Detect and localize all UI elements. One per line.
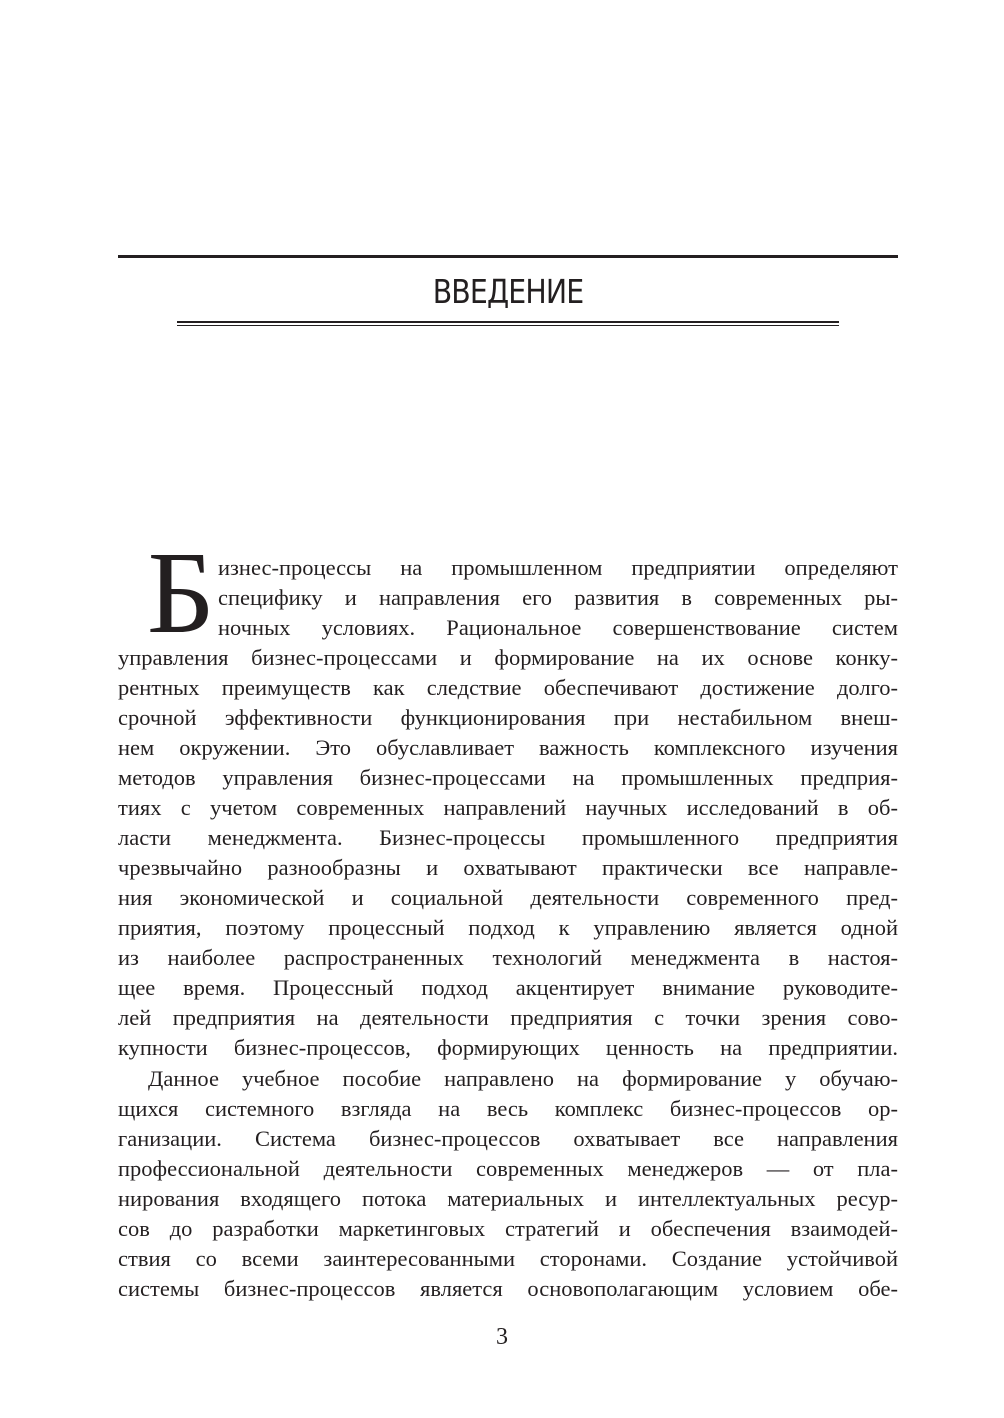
text-line: системы бизнес-процессов является основополагающим условием обе- <box>118 1276 898 1301</box>
text-line: тиях с учетом современных направлений научных исследований в об- <box>118 795 898 820</box>
text-line: из наиболее распространенных технологий менеджмента в настоя- <box>118 945 898 970</box>
text-line: чрезвычайно разнообразны и охватывают практически все направле- <box>118 855 898 880</box>
text-line: ствия со всеми заинтересованными сторонами. Создание устойчивой <box>118 1246 898 1271</box>
chapter-title: ВВЕДЕНИЕ <box>432 272 584 311</box>
drop-cap: Б <box>147 527 215 658</box>
text-line: ния экономической и социальной деятельности современного пред- <box>118 885 898 910</box>
text-line: нем окружении. Это обуславливает важность комплексного изучения <box>118 735 898 760</box>
page-number: 3 <box>496 1324 508 1350</box>
text-line: ганизации. Система бизнес-процессов охватывает все направления <box>118 1126 898 1151</box>
text-line: купности бизнес-процессов, формирующих ценность на предприятии. <box>118 1035 898 1060</box>
text-line: приятия, поэтому процессный подход к управлению является одной <box>118 915 898 940</box>
text-line: щее время. Процессный подход акцентирует внимание руководите- <box>118 975 898 1000</box>
text-line: нирования входящего потока материальных и интеллектуальных ресур- <box>118 1186 898 1211</box>
text-line: профессиональной деятельности современных менеджеров — от пла- <box>118 1156 898 1181</box>
text-line: ночных условиях. Рациональное совершенствование систем <box>218 615 898 640</box>
text-line: рентных преимуществ как следствие обеспечивают достижение долго- <box>118 675 898 700</box>
text-line: щихся системного взгляда на весь комплекс бизнес-процессов ор- <box>118 1096 898 1121</box>
text-line: срочной эффективности функционирования при нестабильном внеш- <box>118 705 898 730</box>
text-line: сов до разработки маркетинговых стратегий и обеспечения взаимодей- <box>118 1216 898 1241</box>
heading-top-rule <box>118 255 898 258</box>
text-line: изнес-процессы на промышленном предприятии определяют <box>218 555 898 580</box>
text-line: специфику и направления его развития в современных ры- <box>218 585 898 610</box>
text-line: методов управления бизнес-процессами на промышленных предприя- <box>118 765 898 790</box>
text-line: ласти менеджмента. Бизнес-процессы промышленного предприятия <box>118 825 898 850</box>
text-line: управления бизнес-процессами и формирование на их основе конку- <box>118 645 898 670</box>
heading-bottom-rule <box>177 321 839 326</box>
text-line: Данное учебное пособие направлено на формирование у обучаю- <box>148 1066 898 1091</box>
text-line: лей предприятия на деятельности предприятия с точки зрения сово- <box>118 1005 898 1030</box>
